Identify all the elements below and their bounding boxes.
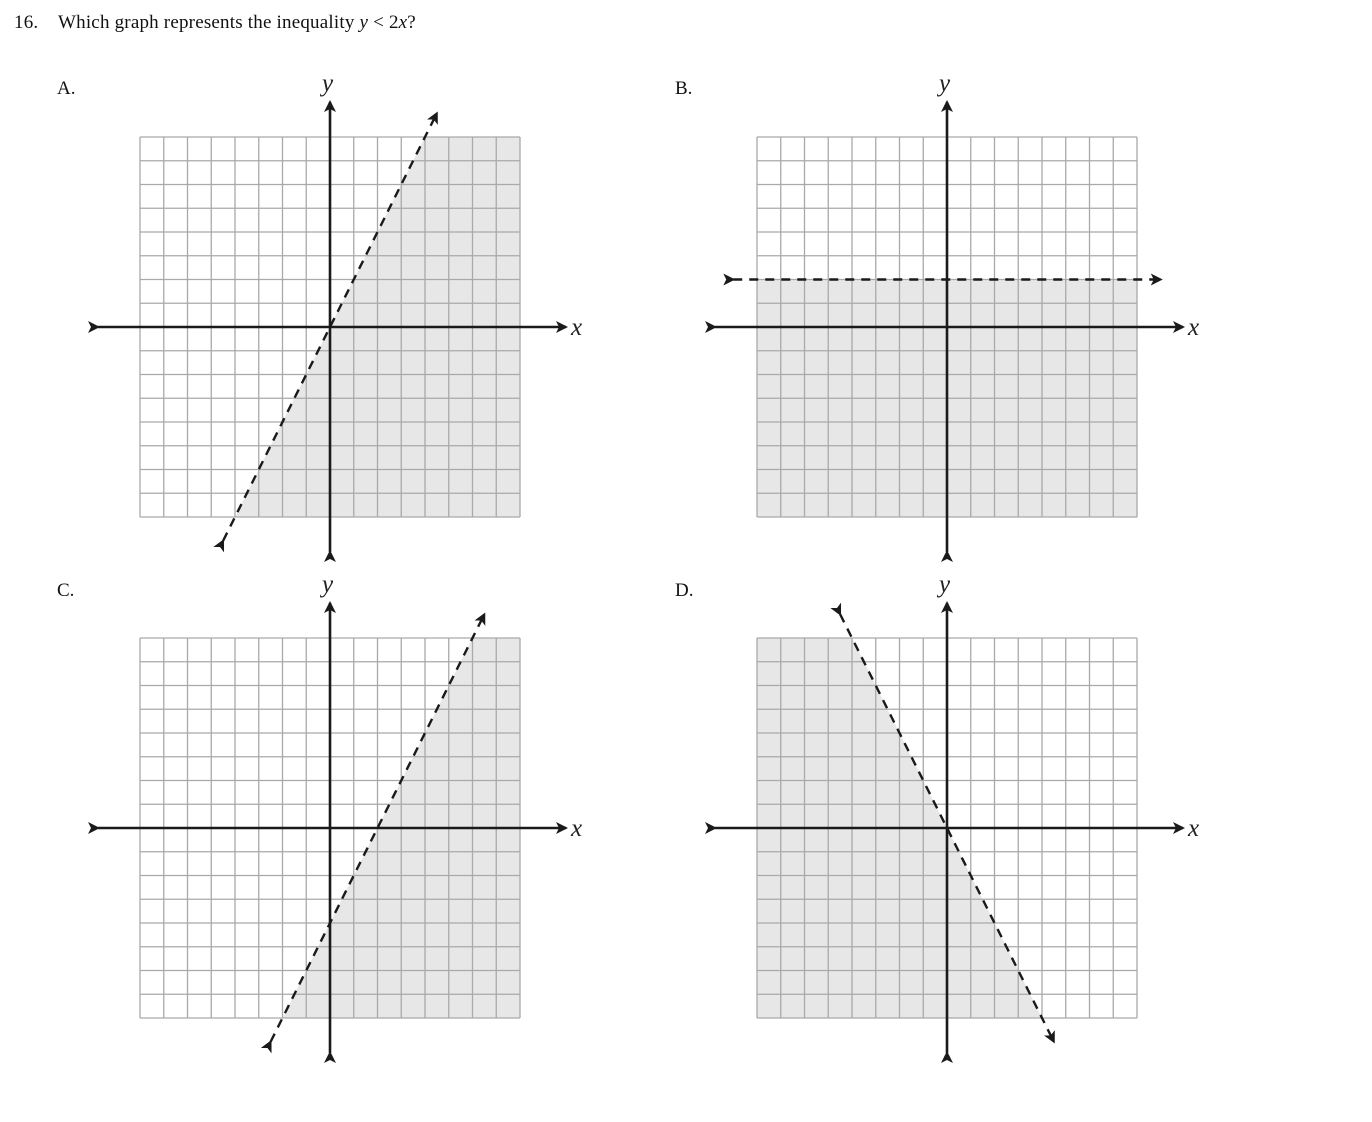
option-label: A. [57, 78, 76, 99]
x-axis-label: x [571, 815, 583, 842]
inequality-operator: < 2 [368, 12, 399, 33]
inequality-var: x [398, 12, 408, 33]
x-axis-label: x [571, 314, 583, 341]
graph-option-c [57, 571, 582, 1053]
question-prompt: Which graph represents the inequality [58, 12, 360, 33]
y-axis-label: y [322, 70, 334, 97]
option-label: D. [675, 580, 694, 601]
x-axis-label: x [1188, 314, 1200, 341]
question-number: 16. [14, 12, 39, 33]
x-axis-label: x [1188, 815, 1200, 842]
y-axis-label: y [322, 571, 334, 598]
graph-option-d [675, 571, 1199, 1053]
graph-option-a [57, 70, 582, 552]
graph-option-b [675, 70, 1199, 552]
inequality-lhs: y [359, 12, 369, 33]
y-axis-label: y [939, 70, 951, 97]
option-label: C. [57, 580, 75, 601]
question-mark: ? [407, 12, 416, 33]
y-axis-label: y [939, 571, 951, 598]
option-label: B. [675, 78, 693, 99]
